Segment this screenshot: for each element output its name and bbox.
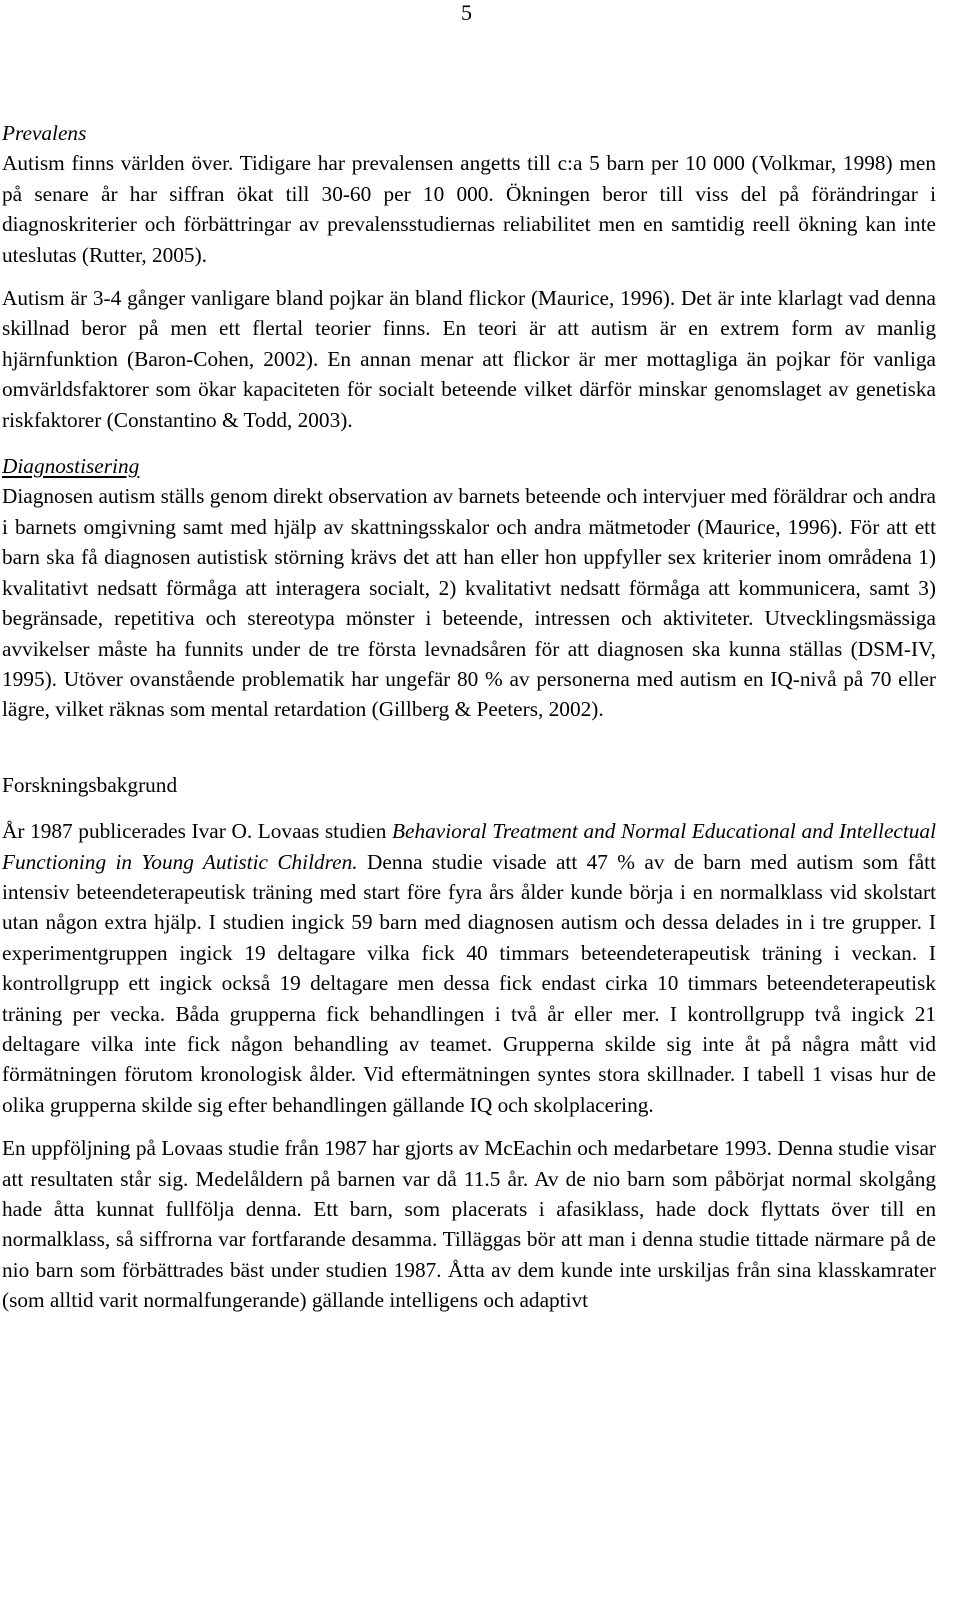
paragraph-forskningsbakgrund-2: En uppföljning på Lovaas studie från 1987 har gjorts av McEachin och medarbetare 1993. Denna studie visar att resultaten står sig. Medelåldern på barnen var då 11.5 år. Av de nio barn som påbörjat normal skolgång hade åtta kunnat fullfölja denna. Ett barn, som placerats i afasiklass, hade dock flyttats över till en normalklass, så siffrorna var fortfarande desamma. Tilläggas bör att man i denna studie tittade närmare på de nio barn som förbättrades bäst under studien 1987. Åtta av dem kunde inte urskiljas från sina klasskamrater (som alltid varit normalfungerande) gällande intelligens och adaptivt (2, 1136, 936, 1313)
paragraph-diagnostisering-1: Diagnosen autism ställs genom direkt observation av barnets beteende och intervjuer med föräldrar och andra i barnets omgivning samt med hjälp av skattningsskalor och andra mätmetoder (Maurice, 1996). För att ett barn ska få diagnosen autistisk störning krävs det att han eller hon uppfyller sex kriterier inom områdena 1) kvalitativt nedsatt förmåga att interagera socialt, 2) kvalitativt nedsatt förmåga att kommunicera, samt 3) begränsade, repetitiva och stereotypa mönster i beteende, intressen och aktiviteter. Utvecklingsmässiga avvikelser måste ha funnits under de tre första levnadsåren för att diagnosen ska kunna ställas (DSM-IV, 1995). Utöver ovanstående problematik har ungefär 80 % av personerna med autism en IQ-nivå på 70 eller lägre, vilket räknas som mental retardation (Gillberg & Peeters, 2002). (2, 484, 936, 722)
paragraph-forskningsbakgrund-1 (2, 816, 936, 1120)
paragraph-prevalens-2: Autism är 3-4 gånger vanligare bland pojkar än bland flickor (Maurice, 1996). Det är inte klarlagt vad denna skillnad beror på men ett flertal teorier finns. En teori är att autism är en extrem form av manlig hjärnfunktion (Baron-Cohen, 2002). En annan menar att flickor är mer mottagliga än pojkar för vanliga omvärldsfaktorer som ökar kapaciteten för socialt beteende vilket därför minskar genomslaget av genetiska riskfaktorer (Constantino & Todd, 2003). (2, 286, 936, 432)
paragraph-text: Denna studie visade att 47 % av de barn med autism som fått intensiv beteendeterapeutisk träning med start före fyra års ålder kunde börja i en normalklass vid skolstart utan någon extra hjälp. I studien ingick 59 barn med diagnosen autism och dessa delades in i tre grupper. I experimentgruppen ingick 19 deltagare vilka fick 40 timmars beteendeterapeutisk träning i veckan. I kontrollgrupp ett ingick också 19 deltagare men dessa fick endast cirka 10 timmars beteendeterapeutisk träning per vecka. Båda grupperna fick behandlingen i två år eller mer. I kontrollgrupp två ingick 21 deltagare vilka inte fick någon behandling av teamet. Grupperna skilde sig inte åt på några mått vid förmätningen förutom kronologisk ålder. Vid eftermätningen syntes stora skillnader. I tabell 1 visas hur de olika grupperna skilde sig efter behandlingen gällande IQ och skolplacering. (2, 849, 937, 1117)
section-heading-prevalens: Prevalens (2, 121, 87, 145)
study-title: Behavioral Treatment and Normal Educational and Intellectual Functioning in Young Autistic Children. (2, 819, 936, 874)
document-body (2, 118, 936, 1316)
paragraph-text: År 1987 publicerades Ivar O. Lovaas studien (2, 819, 393, 844)
page-number: 5 (461, 0, 472, 25)
paragraph-prevalens-1: Autism finns världen över. Tidigare har prevalensen angetts till c:a 5 barn per 10 000 (Volkmar, 1998) men på senare år har siffran ökat till 30-60 per 10 000. Ökningen beror till viss del på förändringar i diagnoskriterier och förbättringar av prevalensstudiernas reliabilitet men en samtidig reell ökning kan inte uteslutas (Rutter, 2005). (2, 151, 936, 267)
section-heading-diagnostisering: Diagnostisering (2, 454, 140, 479)
section-heading-forskningsbakgrund: Forskningsbakgrund (2, 772, 178, 797)
